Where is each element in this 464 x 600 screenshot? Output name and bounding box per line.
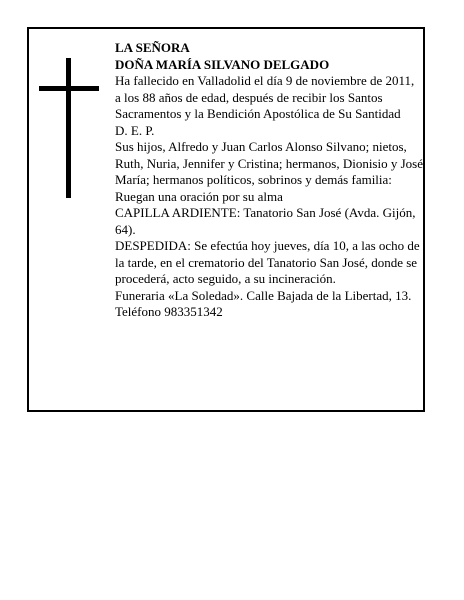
rip-text: D. E. P. [115,122,155,138]
chapel-info: CAPILLA ARDIENTE: Tanatorio San José (Avda. Gijón, 64). [115,205,416,237]
heading-title: LA SEÑORA [115,40,190,55]
family-list: Sus hijos, Alfredo y Juan Carlos Alonso Silvano; nietos, Ruth, Nuria, Jennifer y Cristina; hermanos, Dionisio y José María; hermanos políticos, sobrinos y demás familia: [115,139,423,187]
prayer-request: Ruegan una oración por su alma [115,188,283,204]
obituary-notice [27,27,425,412]
cross-horizontal-bar [39,86,99,91]
funeral-home: Funeraria «La Soledad». Calle Bajada de la Libertad, 13. [115,287,412,303]
cross-vertical-bar [66,58,71,198]
phone-number: Teléfono 983351342 [115,304,223,319]
death-announcement: Ha fallecido en Valladolid el día 9 de noviembre de 2011, a los 88 años de edad, después de recibir los Santos Sacramentos y la Bendición Apostólica de Su Santidad [115,73,415,121]
obituary-text [115,40,423,321]
farewell-info: DESPEDIDA: Se efectúa hoy jueves, día 10, a las ocho de la tarde, en el crematorio del Tanatorio San José, donde se procederá, acto seguido, a su incineración. [115,238,420,286]
deceased-name: DOÑA MARÍA SILVANO DELGADO [115,56,330,72]
